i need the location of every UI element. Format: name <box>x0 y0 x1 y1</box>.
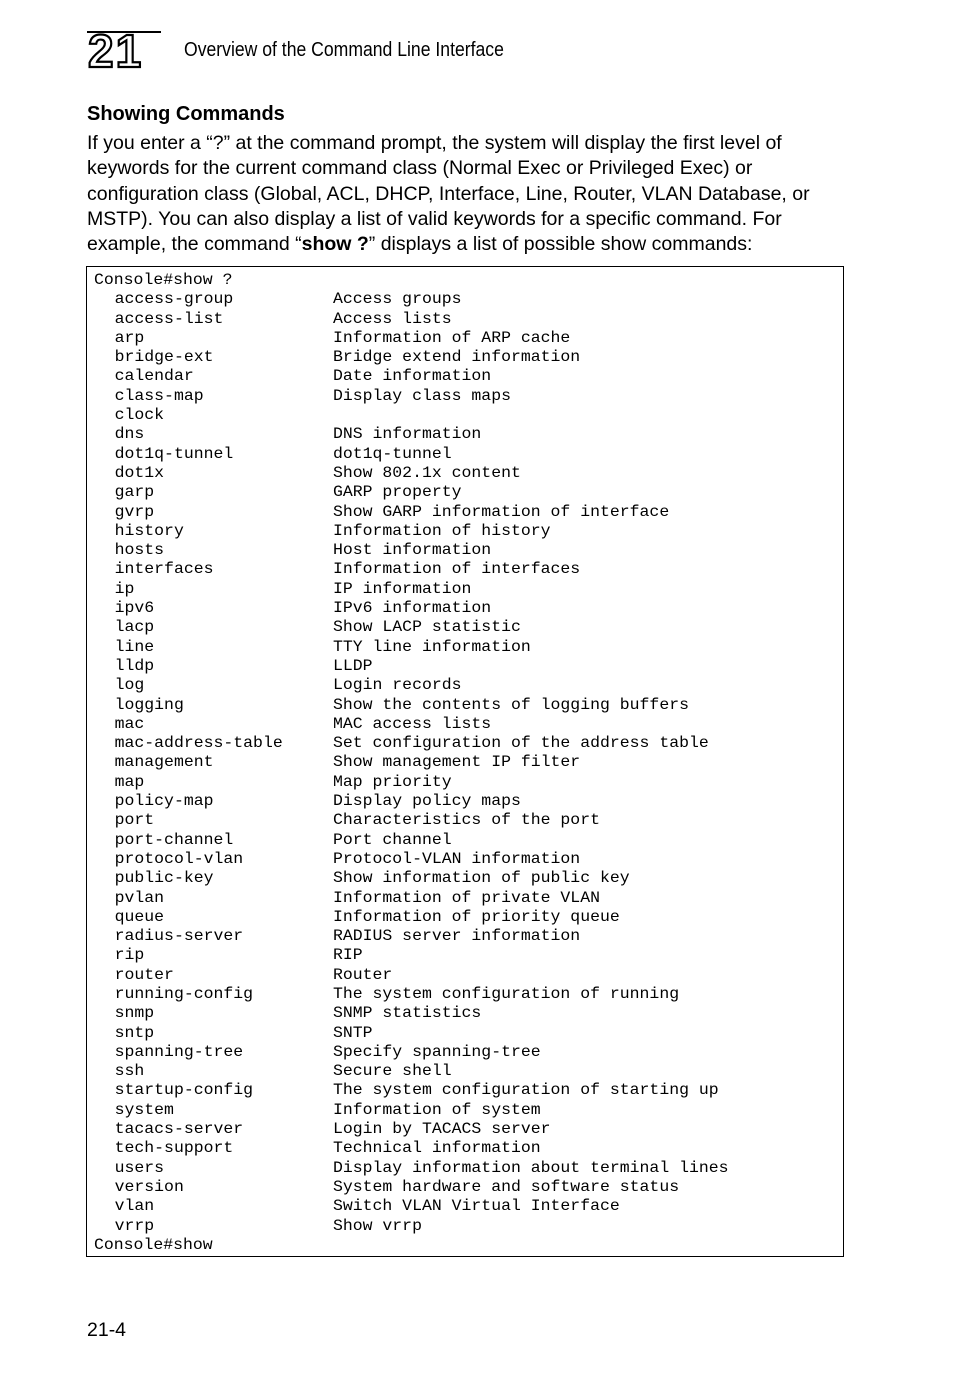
console-output <box>94 271 729 1255</box>
command-entry <box>94 425 729 444</box>
command-description: MAC access lists <box>332 714 492 733</box>
command-description: Characteristics of the port <box>332 811 600 830</box>
command-keyword: log <box>114 676 145 695</box>
command-description: Router <box>332 965 393 984</box>
command-description: Show LACP statistic <box>332 618 521 637</box>
command-description: Show information of public key <box>332 869 630 888</box>
command-description: Set configuration of the address table <box>332 734 709 753</box>
command-entry <box>94 657 729 676</box>
paragraph-line: MSTP). You can also display a list of valid keywords for a specific command. For <box>87 207 782 230</box>
command-keyword: map <box>114 772 145 791</box>
command-description: Map priority <box>332 772 452 791</box>
command-entry <box>94 329 729 348</box>
command-entry <box>94 464 729 483</box>
section-heading: Showing Commands <box>87 103 285 125</box>
command-keyword: radius-server <box>114 927 244 946</box>
command-entry <box>94 483 729 502</box>
command-entry <box>94 580 729 599</box>
command-keyword: port <box>114 811 155 830</box>
command-description: Bridge extend information <box>332 348 581 367</box>
command-keyword: spanning-tree <box>114 1042 244 1061</box>
chapter-title: Overview of the Command Line Interface <box>184 39 504 61</box>
command-description: Show 802.1x content <box>332 463 521 482</box>
command-entry <box>94 792 729 811</box>
command-entry <box>94 1120 729 1139</box>
command-entry <box>94 696 729 715</box>
command-keyword: interfaces <box>114 560 214 579</box>
command-keyword: ip <box>114 579 135 598</box>
paragraph-text: example, the command “ <box>87 233 302 256</box>
command-keyword: sntp <box>114 1023 155 1042</box>
command-entry <box>94 599 729 618</box>
command-description: Show the contents of logging buffers <box>332 695 689 714</box>
command-description: Login by TACACS server <box>332 1120 551 1139</box>
command-entry <box>94 1217 729 1236</box>
command-keyword: vrrp <box>114 1216 155 1235</box>
command-keyword: line <box>114 637 155 656</box>
command-entry <box>94 1004 729 1023</box>
command-entry <box>94 618 729 637</box>
command-entry <box>94 734 729 753</box>
command-description: IP information <box>332 579 472 598</box>
command-entry <box>94 290 729 309</box>
command-entry <box>94 850 729 869</box>
paragraph-line: If you enter a “?” at the command prompt, the system will display the first level of <box>87 132 782 154</box>
command-entry <box>94 387 729 406</box>
command-description: SNMP statistics <box>332 1004 482 1023</box>
command-entry <box>94 811 729 830</box>
command-keyword: running-config <box>114 984 254 1003</box>
command-keyword: history <box>114 521 184 540</box>
chapter-number-badge <box>87 25 161 77</box>
command-description: dot1q-tunnel <box>332 444 452 463</box>
command-description: Technical information <box>332 1139 541 1158</box>
paragraph-text: ” displays a list of possible show commands: <box>368 233 753 256</box>
command-keyword: version <box>114 1177 184 1196</box>
command-keyword: access-list <box>114 309 224 328</box>
command-keyword: arp <box>114 328 145 347</box>
command-description: SNTP <box>332 1023 373 1042</box>
command-description: Date information <box>332 367 492 386</box>
command-entry <box>94 1043 729 1062</box>
command-keyword: dns <box>114 425 145 444</box>
command-description: TTY line information <box>332 637 531 656</box>
command-description: Protocol-VLAN information <box>332 849 581 868</box>
command-description: RADIUS server information <box>332 927 581 946</box>
command-description: Switch VLAN Virtual Interface <box>332 1197 620 1216</box>
command-list <box>94 290 729 1236</box>
paragraph-line: configuration class (Global, ACL, DHCP, Interface, Line, Router, VLAN Database, or <box>87 182 810 205</box>
command-entry <box>94 406 729 425</box>
command-entry <box>94 522 729 541</box>
command-keyword: port-channel <box>114 830 234 849</box>
command-keyword: policy-map <box>114 792 214 811</box>
command-keyword: logging <box>114 695 184 714</box>
body-paragraph <box>87 131 857 257</box>
command-description: Display class maps <box>332 386 511 405</box>
command-entry <box>94 1081 729 1100</box>
command-keyword: gvrp <box>114 502 155 521</box>
command-entry <box>94 966 729 985</box>
command-keyword: dot1q-tunnel <box>114 444 234 463</box>
command-entry <box>94 773 729 792</box>
command-description: Show management IP filter <box>332 753 581 772</box>
command-entry <box>94 367 729 386</box>
command-entry <box>94 560 729 579</box>
command-entry <box>94 1197 729 1216</box>
command-description: LLDP <box>332 656 373 675</box>
command-keyword: vlan <box>114 1197 155 1216</box>
console-prompt-line: Console#show ? <box>94 271 233 289</box>
command-entry <box>94 541 729 560</box>
command-entry <box>94 831 729 850</box>
command-entry <box>94 908 729 927</box>
command-description: Access lists <box>332 309 452 328</box>
command-keyword: ipv6 <box>114 599 155 618</box>
command-entry <box>94 1139 729 1158</box>
command-keyword: ssh <box>114 1062 145 1081</box>
command-keyword: dot1x <box>114 463 165 482</box>
command-keyword: management <box>114 753 214 772</box>
command-entry <box>94 348 729 367</box>
command-keyword: lacp <box>114 618 155 637</box>
command-keyword: system <box>114 1100 174 1119</box>
command-description: Display information about terminal lines <box>332 1158 729 1177</box>
command-description: RIP <box>332 946 363 965</box>
command-entry <box>94 946 729 965</box>
command-keyword: clock <box>114 406 165 425</box>
command-keyword: rip <box>114 946 145 965</box>
command-entry <box>94 869 729 888</box>
command-description: Information of history <box>332 521 551 540</box>
command-keyword: mac <box>114 714 145 733</box>
command-keyword: protocol-vlan <box>114 849 244 868</box>
command-keyword: calendar <box>114 367 194 386</box>
command-keyword: tech-support <box>114 1139 234 1158</box>
command-keyword: router <box>114 965 174 984</box>
command-description: Information of ARP cache <box>332 328 571 347</box>
command-entry <box>94 445 729 464</box>
paragraph-line: keywords for the current command class (Normal Exec or Privileged Exec) or <box>87 157 753 180</box>
command-keyword: users <box>114 1158 165 1177</box>
command-entry <box>94 1024 729 1043</box>
paragraph-line-last <box>87 232 857 257</box>
command-description: GARP property <box>332 483 462 502</box>
command-description: Specify spanning-tree <box>332 1042 541 1061</box>
command-keyword: lldp <box>114 656 155 675</box>
command-keyword: queue <box>114 907 165 926</box>
command-keyword: pvlan <box>114 888 165 907</box>
command-description: Display policy maps <box>332 792 521 811</box>
command-keyword: mac-address-table <box>114 734 283 753</box>
command-entry <box>94 1101 729 1120</box>
inline-command: show ? <box>301 233 369 256</box>
command-entry <box>94 985 729 1004</box>
command-keyword: public-key <box>114 869 214 888</box>
command-entry <box>94 676 729 695</box>
command-description: Show vrrp <box>332 1216 422 1235</box>
command-keyword: access-group <box>114 290 234 309</box>
command-keyword: startup-config <box>114 1081 254 1100</box>
command-keyword: snmp <box>114 1004 155 1023</box>
command-entry <box>94 1178 729 1197</box>
command-entry <box>94 927 729 946</box>
chapter-number: 21 <box>88 25 144 77</box>
command-description: Login records <box>332 676 462 695</box>
page-number: 21-4 <box>87 1319 127 1341</box>
console-final-line: Console#show <box>94 1235 213 1254</box>
command-description: Information of interfaces <box>332 560 581 579</box>
command-description: The system configuration of running <box>332 984 680 1003</box>
command-description: The system configuration of starting up <box>332 1081 719 1100</box>
command-keyword: tacacs-server <box>114 1120 244 1139</box>
command-keyword: bridge-ext <box>114 348 214 367</box>
command-description: Information of private VLAN <box>332 888 600 907</box>
command-description: Information of priority queue <box>332 907 620 926</box>
command-keyword: hosts <box>114 541 165 560</box>
command-description: IPv6 information <box>332 599 492 618</box>
command-entry <box>94 1159 729 1178</box>
command-description: Port channel <box>332 830 452 849</box>
command-keyword: garp <box>114 483 155 502</box>
command-entry <box>94 715 729 734</box>
command-entry <box>94 889 729 908</box>
command-entry <box>94 310 729 329</box>
command-description: DNS information <box>332 425 482 444</box>
command-keyword: class-map <box>114 386 204 405</box>
command-entry <box>94 1062 729 1081</box>
command-description: Secure shell <box>332 1062 452 1081</box>
console-output-box <box>86 266 844 1257</box>
command-entry <box>94 753 729 772</box>
command-entry <box>94 638 729 657</box>
command-description: System hardware and software status <box>332 1177 680 1196</box>
command-description: Information of system <box>332 1100 541 1119</box>
command-description: Access groups <box>332 290 462 309</box>
command-entry <box>94 503 729 522</box>
command-description: Show GARP information of interface <box>332 502 670 521</box>
command-description: Host information <box>332 541 492 560</box>
